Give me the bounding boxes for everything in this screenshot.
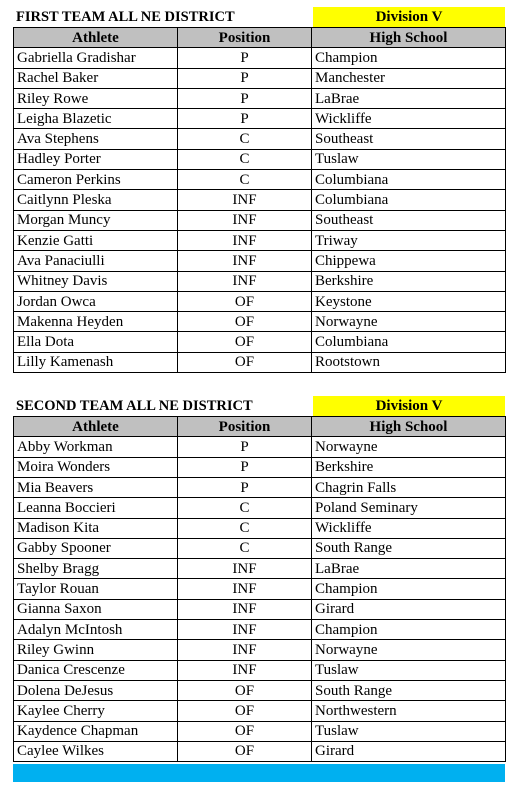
athlete-cell[interactable]: Ava Panaciulli [14,251,178,271]
table-row [14,170,506,190]
athlete-cell[interactable]: Ella Dota [14,332,178,352]
position-cell[interactable]: OF [178,312,312,332]
high-school-cell[interactable]: Tuslaw [312,721,506,741]
table-row [14,579,506,599]
table-row [14,457,506,477]
high-school-cell[interactable]: Tuslaw [312,149,506,169]
position-cell[interactable]: INF [178,579,312,599]
position-cell[interactable]: INF [178,210,312,230]
athlete-cell[interactable]: Ava Stephens [14,129,178,149]
first-team-body [14,48,506,373]
first-team-division-label: Division V [313,7,505,27]
high-school-cell[interactable]: Southeast [312,129,506,149]
table-row [14,620,506,640]
position-cell[interactable]: C [178,498,312,518]
high-school-cell[interactable]: Wickliffe [312,109,506,129]
athlete-cell[interactable]: Kaydence Chapman [14,721,178,741]
high-school-column-header[interactable]: High School [312,417,506,437]
high-school-cell[interactable]: South Range [312,680,506,700]
high-school-cell[interactable]: Southeast [312,210,506,230]
athlete-column-header[interactable]: Athlete [14,417,178,437]
athlete-cell[interactable]: Rachel Baker [14,68,178,88]
position-cell[interactable]: INF [178,599,312,619]
high-school-cell[interactable]: LaBrae [312,88,506,108]
high-school-cell[interactable]: South Range [312,538,506,558]
athlete-cell[interactable]: Makenna Heyden [14,312,178,332]
table-row [14,559,506,579]
position-cell[interactable]: INF [178,620,312,640]
position-cell[interactable]: P [178,457,312,477]
high-school-cell[interactable]: Northwestern [312,701,506,721]
table-row [14,271,506,291]
position-cell[interactable]: P [178,109,312,129]
high-school-cell[interactable]: Tuslaw [312,660,506,680]
athlete-cell[interactable]: Taylor Rouan [14,579,178,599]
position-cell[interactable]: OF [178,721,312,741]
athlete-cell[interactable]: Jordan Owca [14,291,178,311]
position-cell[interactable]: INF [178,660,312,680]
table-row [14,68,506,88]
table-row [14,230,506,250]
second-team-table [13,416,506,762]
athlete-cell[interactable]: Mia Beavers [14,477,178,497]
position-cell[interactable]: P [178,68,312,88]
high-school-cell[interactable]: Norwayne [312,437,506,457]
footer-color-bar [13,764,505,782]
position-cell[interactable]: INF [178,559,312,579]
athlete-cell[interactable]: Leanna Boccieri [14,498,178,518]
high-school-cell[interactable]: Columbiana [312,332,506,352]
athlete-cell[interactable]: Danica Crescenze [14,660,178,680]
athlete-cell[interactable]: Moira Wonders [14,457,178,477]
first-team-title: FIRST TEAM ALL NE DISTRICT [16,9,235,25]
position-cell[interactable]: INF [178,190,312,210]
table-row [14,352,506,372]
position-cell[interactable]: INF [178,271,312,291]
athlete-cell[interactable]: Abby Workman [14,437,178,457]
athlete-cell[interactable]: Madison Kita [14,518,178,538]
high-school-cell[interactable]: Manchester [312,68,506,88]
table-row [14,251,506,271]
high-school-cell[interactable]: Wickliffe [312,518,506,538]
second-team-title-row [13,397,505,416]
athlete-cell[interactable]: Kenzie Gatti [14,230,178,250]
athlete-cell[interactable]: Kaylee Cherry [14,701,178,721]
table-row [14,210,506,230]
athlete-cell[interactable]: Riley Gwinn [14,640,178,660]
high-school-cell[interactable]: Poland Seminary [312,498,506,518]
athlete-cell[interactable]: Adalyn McIntosh [14,620,178,640]
table-row [14,312,506,332]
high-school-cell[interactable]: Norwayne [312,640,506,660]
high-school-cell[interactable]: Berkshire [312,271,506,291]
table-row [14,721,506,741]
high-school-cell[interactable]: Chagrin Falls [312,477,506,497]
athlete-cell[interactable]: Lilly Kamenash [14,352,178,372]
high-school-cell[interactable]: Chippewa [312,251,506,271]
table-row [14,660,506,680]
position-cell[interactable]: P [178,477,312,497]
spreadsheet [13,8,505,782]
high-school-cell[interactable]: LaBrae [312,559,506,579]
table-row [14,48,506,68]
position-cell[interactable]: OF [178,680,312,700]
second-team-header-row [14,417,506,437]
first-team-title-row [13,8,505,27]
second-team-division-label: Division V [313,396,505,416]
athlete-cell[interactable]: Dolena DeJesus [14,680,178,700]
position-cell[interactable]: P [178,437,312,457]
first-team-table [13,27,506,373]
athlete-cell[interactable]: Riley Rowe [14,88,178,108]
table-row [14,437,506,457]
athlete-cell[interactable]: Whitney Davis [14,271,178,291]
position-cell[interactable]: OF [178,701,312,721]
table-row [14,149,506,169]
position-cell[interactable]: P [178,88,312,108]
position-cell[interactable]: INF [178,230,312,250]
position-column-header[interactable]: Position [178,28,312,48]
table-row [14,190,506,210]
high-school-cell[interactable]: Berkshire [312,457,506,477]
second-team-body [14,437,506,762]
table-row [14,332,506,352]
high-school-cell[interactable]: Keystone [312,291,506,311]
position-cell[interactable]: INF [178,251,312,271]
position-cell[interactable]: C [178,170,312,190]
position-cell[interactable]: OF [178,291,312,311]
athlete-column-header[interactable]: Athlete [14,28,178,48]
athlete-cell[interactable]: Shelby Bragg [14,559,178,579]
table-row [14,129,506,149]
athlete-cell[interactable]: Gianna Saxon [14,599,178,619]
position-cell[interactable]: C [178,538,312,558]
table-row [14,680,506,700]
section-gap [13,373,505,397]
position-cell[interactable]: C [178,129,312,149]
athlete-cell[interactable]: Morgan Muncy [14,210,178,230]
position-cell[interactable]: P [178,48,312,68]
athlete-cell[interactable]: Caitlynn Pleska [14,190,178,210]
high-school-cell[interactable]: Champion [312,620,506,640]
table-row [14,640,506,660]
high-school-cell[interactable]: Norwayne [312,312,506,332]
athlete-cell[interactable]: Gabby Spooner [14,538,178,558]
position-cell[interactable]: OF [178,332,312,352]
second-team-title: SECOND TEAM ALL NE DISTRICT [16,398,253,415]
high-school-cell[interactable]: Champion [312,579,506,599]
table-row [14,109,506,129]
high-school-cell[interactable]: Triway [312,230,506,250]
table-row [14,538,506,558]
table-row [14,477,506,497]
high-school-cell[interactable]: Columbiana [312,170,506,190]
position-column-header[interactable]: Position [178,417,312,437]
table-row [14,498,506,518]
high-school-cell[interactable]: Girard [312,599,506,619]
high-school-cell[interactable]: Girard [312,741,506,761]
table-row [14,701,506,721]
high-school-column-header[interactable]: High School [312,28,506,48]
position-cell[interactable]: C [178,518,312,538]
table-row [14,741,506,761]
first-team-header-row [14,28,506,48]
position-cell[interactable]: OF [178,741,312,761]
position-cell[interactable]: C [178,149,312,169]
position-cell[interactable]: OF [178,352,312,372]
athlete-cell[interactable]: Caylee Wilkes [14,741,178,761]
athlete-cell[interactable]: Cameron Perkins [14,170,178,190]
high-school-cell[interactable]: Champion [312,48,506,68]
table-row [14,599,506,619]
athlete-cell[interactable]: Hadley Porter [14,149,178,169]
high-school-cell[interactable]: Rootstown [312,352,506,372]
athlete-cell[interactable]: Leigha Blazetic [14,109,178,129]
position-cell[interactable]: INF [178,640,312,660]
athlete-cell[interactable]: Gabriella Gradishar [14,48,178,68]
table-row [14,88,506,108]
table-row [14,291,506,311]
high-school-cell[interactable]: Columbiana [312,190,506,210]
table-row [14,518,506,538]
